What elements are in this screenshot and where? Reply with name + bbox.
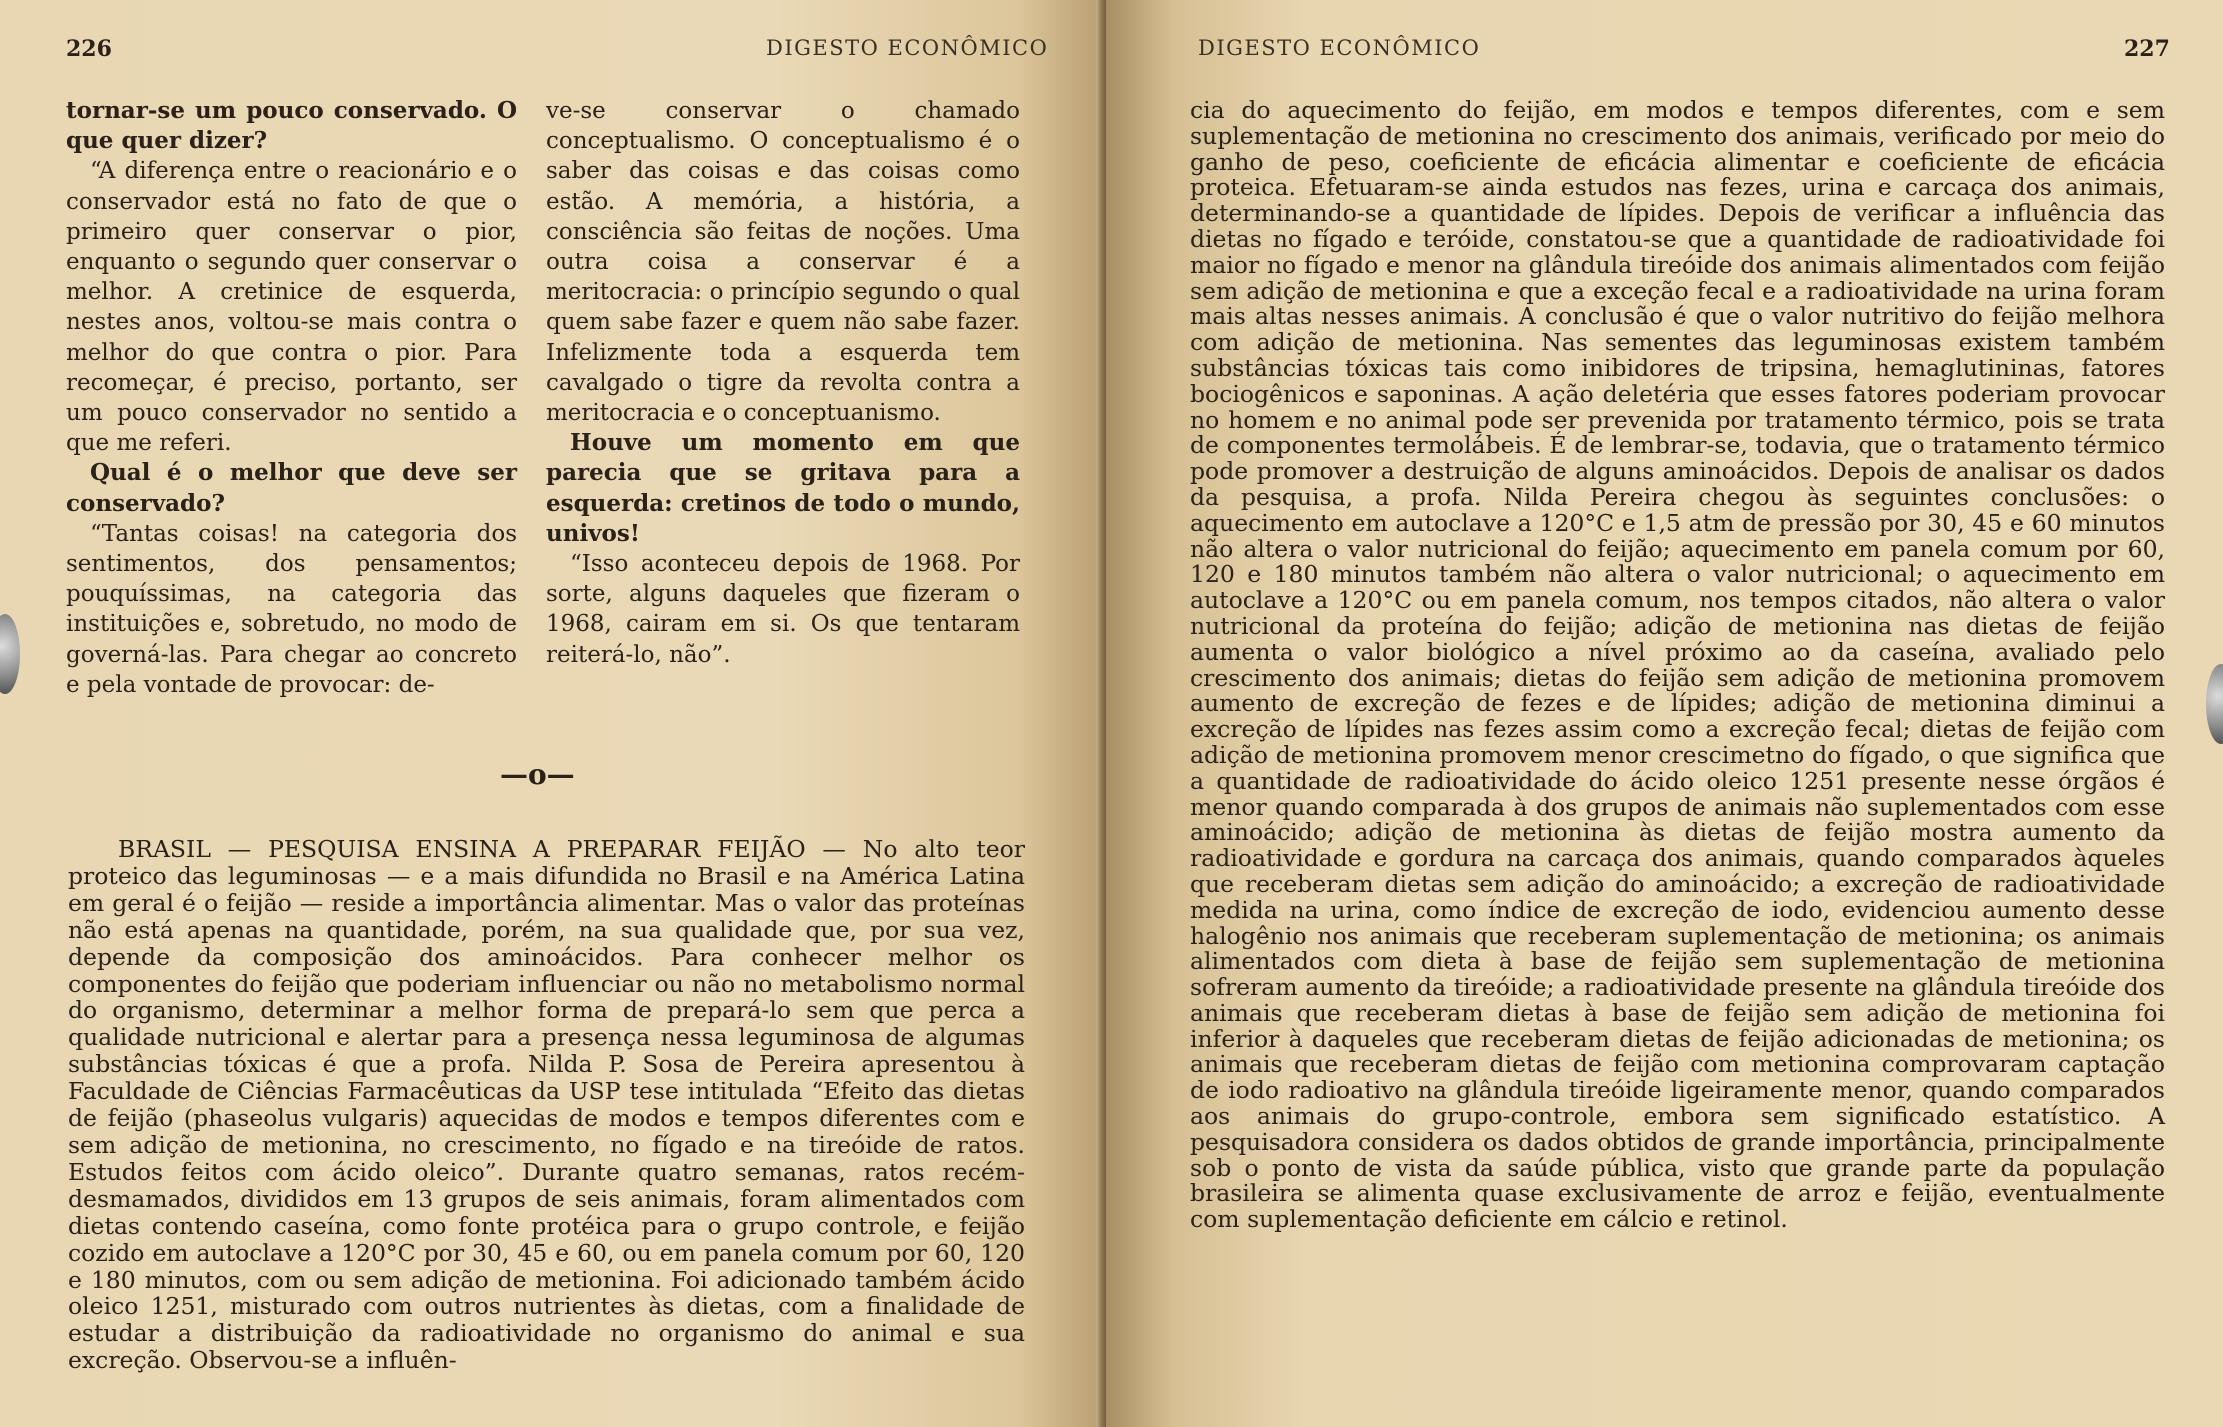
article-paragraph: BRASIL — PESQUISA ENSINA A PREPARAR FEIJÃO — No alto teor proteico das leguminosas — e a mais difundida no Brasil e na América Latina em geral é o feijão — reside a importância alimentar. Mas o valor das proteínas não está apenas na quantidade, porém, na sua qualidade que, por sua vez, depende da composição dos aminoácidos. Para conhecer melhor os componentes do feijão que poderiam influenciar ou não no metabolismo normal do organismo, determinar a melhor forma de prepará-lo sem que perca a qualidade nutricional e alertar para a presença nessa leguminosa de algumas substâncias tóxicas é que a profa. Nilda P. Sosa de Pereira apresentou à Faculdade de Ciências Farmacêuticas da USP tese intitulada “Efeito das dietas de feijão (phaseolus vulgaris) aquecidas de modos e tempos diferentes com e sem adição de metionina, no crescimento, no fígado e na tireóide de ratos. Estudos feitos com ácido oleico”. Durante quatro semanas, ratos recém-desmamados, divididos em 13 grupos de seis animais, foram alimentados com dietas contendo caseína, como fonte protéica para o grupo controle, e feijão cozido em autoclave a 120°C por 30, 45 e 60, ou em panela comum por 60, 120 e 180 minutos, com ou sem adição de metionina. Foi adicionado também ácido oleico 1251, misturado com outros nutrientes às dietas, com a finalidade de estudar a distribuição da radioatividade no organismo do animal e sua excreção. Observou-se a influên- — [68, 835, 1025, 1375]
page-number-left: 226 — [66, 36, 112, 62]
interview-answer: “A diferença entre o reacionário e o conservador está no fato de que o primeiro quer conservar o pior, enquanto o segundo quer conservar o melhor. A cretinice de esquerda, nestes anos, voltou-se mais contra o melhor do que contra o pior. Para recomeçar, é preciso, portanto, ser um pouco conservador no sentido a que me referi. — [66, 158, 517, 457]
interview-answer: ve-se conservar o chamado conceptualismo. O conceptualismo é o saber das coisas e das coisas como estão. A memória, a história, a consciência são feitas de noções. Uma outra coisa a conservar é a meritocracia: o princípio segundo o qual quem sabe fazer e quem não sabe fazer. Infelizmente toda a esquerda tem cavalgado o tigre da revolta contra a meritocracia e o conceptuanismo. — [546, 98, 1020, 427]
left-page — [0, 0, 1106, 1427]
right-page-text — [1190, 98, 2165, 1233]
interview-answer: “Isso aconteceu depois de 1968. Por sorte, alguns daqueles que fizeram o 1968, cairam em si. Os que tentaram reiterá-lo, não”. — [546, 551, 1020, 668]
binder-clip-left — [0, 614, 20, 694]
right-page-paragraph: cia do aquecimento do feijão, em modos e tempos diferentes, com e sem suplementação de metionina no crescimento dos animais, verificado por meio do ganho de peso, coeficiente de eficácia alimentar e coeficiente de eficácia proteica. Efetuaram-se ainda estudos nas fezes, urina e carcaça dos animais, determinando-se a quantidade de lípides. Depois de verificar a influência das dietas no fígado e teróide, constatou-se que a quantidade de radioatividade foi maior no fígado e menor na glândula tireóide dos animais alimentados com feijão sem adição de metionina e que a exceção fecal e a radioatividade na urina foram mais altas nesses animais. A conclusão é que o valor nutritivo do feijão melhora com adição de metionina. Nas sementes das leguminosas existem também substâncias tóxicas tais como inibidores de tripsina, hemaglutininas, fatores bociogênicos e saponinas. A ação deletéria que esses fatores poderiam provocar no homem e no animal pode ser prevenida por tratamento térmico, pois se trata de componentes termolábeis. É de lembrar-se, todavia, que o tratamento térmico pode promover a destruição de alguns aminoácidos. Depois de analisar os dados da pesquisa, a profa. Nilda Pereira chegou às seguintes conclusões: o aquecimento em autoclave a 120°C e 1,5 atm de pressão por 30, 45 e 60 minutos não altera o valor nutricional do feijão; aquecimento em panela comum por 60, 120 e 180 minutos também não altera o valor nutricional; o aquecimento em autoclave a 120°C ou em panela comum, nos tempos citados, não altera o valor nutricional da proteína do feijão; adição de metionina nas dietas de feijão aumenta o valor biológico a nível próximo ao da caseína, avaliado pelo crescimento dos animais; dietas do feijão sem adição de metionina promovem aumento de excreção de fezes e de lípides; adição de metionina diminui a excreção de lípides nas fezes assim como a excreção fecal; dietas de feijão com adição de metionina promovem menor crescimetno do fígado, o que significa que a quantidade de radioatividade do ácido oleico 1251 presente nesse órgãos é menor quando comparada à dos grupos de animais não suplementados com esse aminoácido; adição de metionina às dietas de feijão mostra aumento da radioatividade e gordura na carcaça dos animais, quando comparados àqueles que receberam dietas sem adição do aminoácido; a excreção de radioatividade medida na urina, como índice de excreção de iodo, evidenciou aumento desse halogênio nos animais que receberam suplementação de metionina; os animais alimentados com dieta à base de feijão sem suplementação de metionina sofreram aumento da tireóide; a radioatividade presente na glândula tireóide dos animais que receberam dietas à base de feijão sem adição de metionina foi inferior à daqueles que receberam dietas de feijão adicionadas de metionina; os animais que receberam dietas de feijão com metionina comprovaram captação de iodo radioativo na glândula tireóide ligeiramente menor, quando comparados aos animais do grupo-controle, embora sem significado estatístico. A pesquisadora considera os dados obtidos de grande importância, principalmente sob o ponto de vista da saúde pública, visto que grande parte da população brasileira se alimenta quase exclusivamente de arroz e feijão, eventualmente com suplementação deficiente em cálcio e retinol. — [1190, 96, 2165, 1234]
running-header-right: DIGESTO ECONÔMICO — [1198, 36, 1481, 60]
interview-column-1 — [66, 96, 517, 700]
interview-answer: “Tantas coisas! na categoria dos sentimentos, dos pensamentos; pouquíssimas, na categoria das instituições e, sobretudo, no modo de governá-las. Para chegar ao concreto e pela vontade de provocar: de- — [66, 520, 517, 698]
article-text — [68, 836, 1025, 1374]
running-header-left: DIGESTO ECONÔMICO — [766, 36, 1049, 60]
page-number-right: 227 — [2124, 36, 2170, 62]
interview-question: tornar-se um pouco conservado. O que quer dizer? — [66, 97, 517, 155]
interview-column-2 — [546, 96, 1020, 670]
section-separator: —o— — [500, 758, 575, 791]
interview-question: Qual é o melhor que deve ser conservado? — [66, 459, 517, 517]
interview-question: Houve um momento em que parecia que se gritava para a esquerda: cretinos de todo o mundo, univos! — [546, 429, 1020, 547]
binder-clip-right — [2206, 664, 2223, 744]
